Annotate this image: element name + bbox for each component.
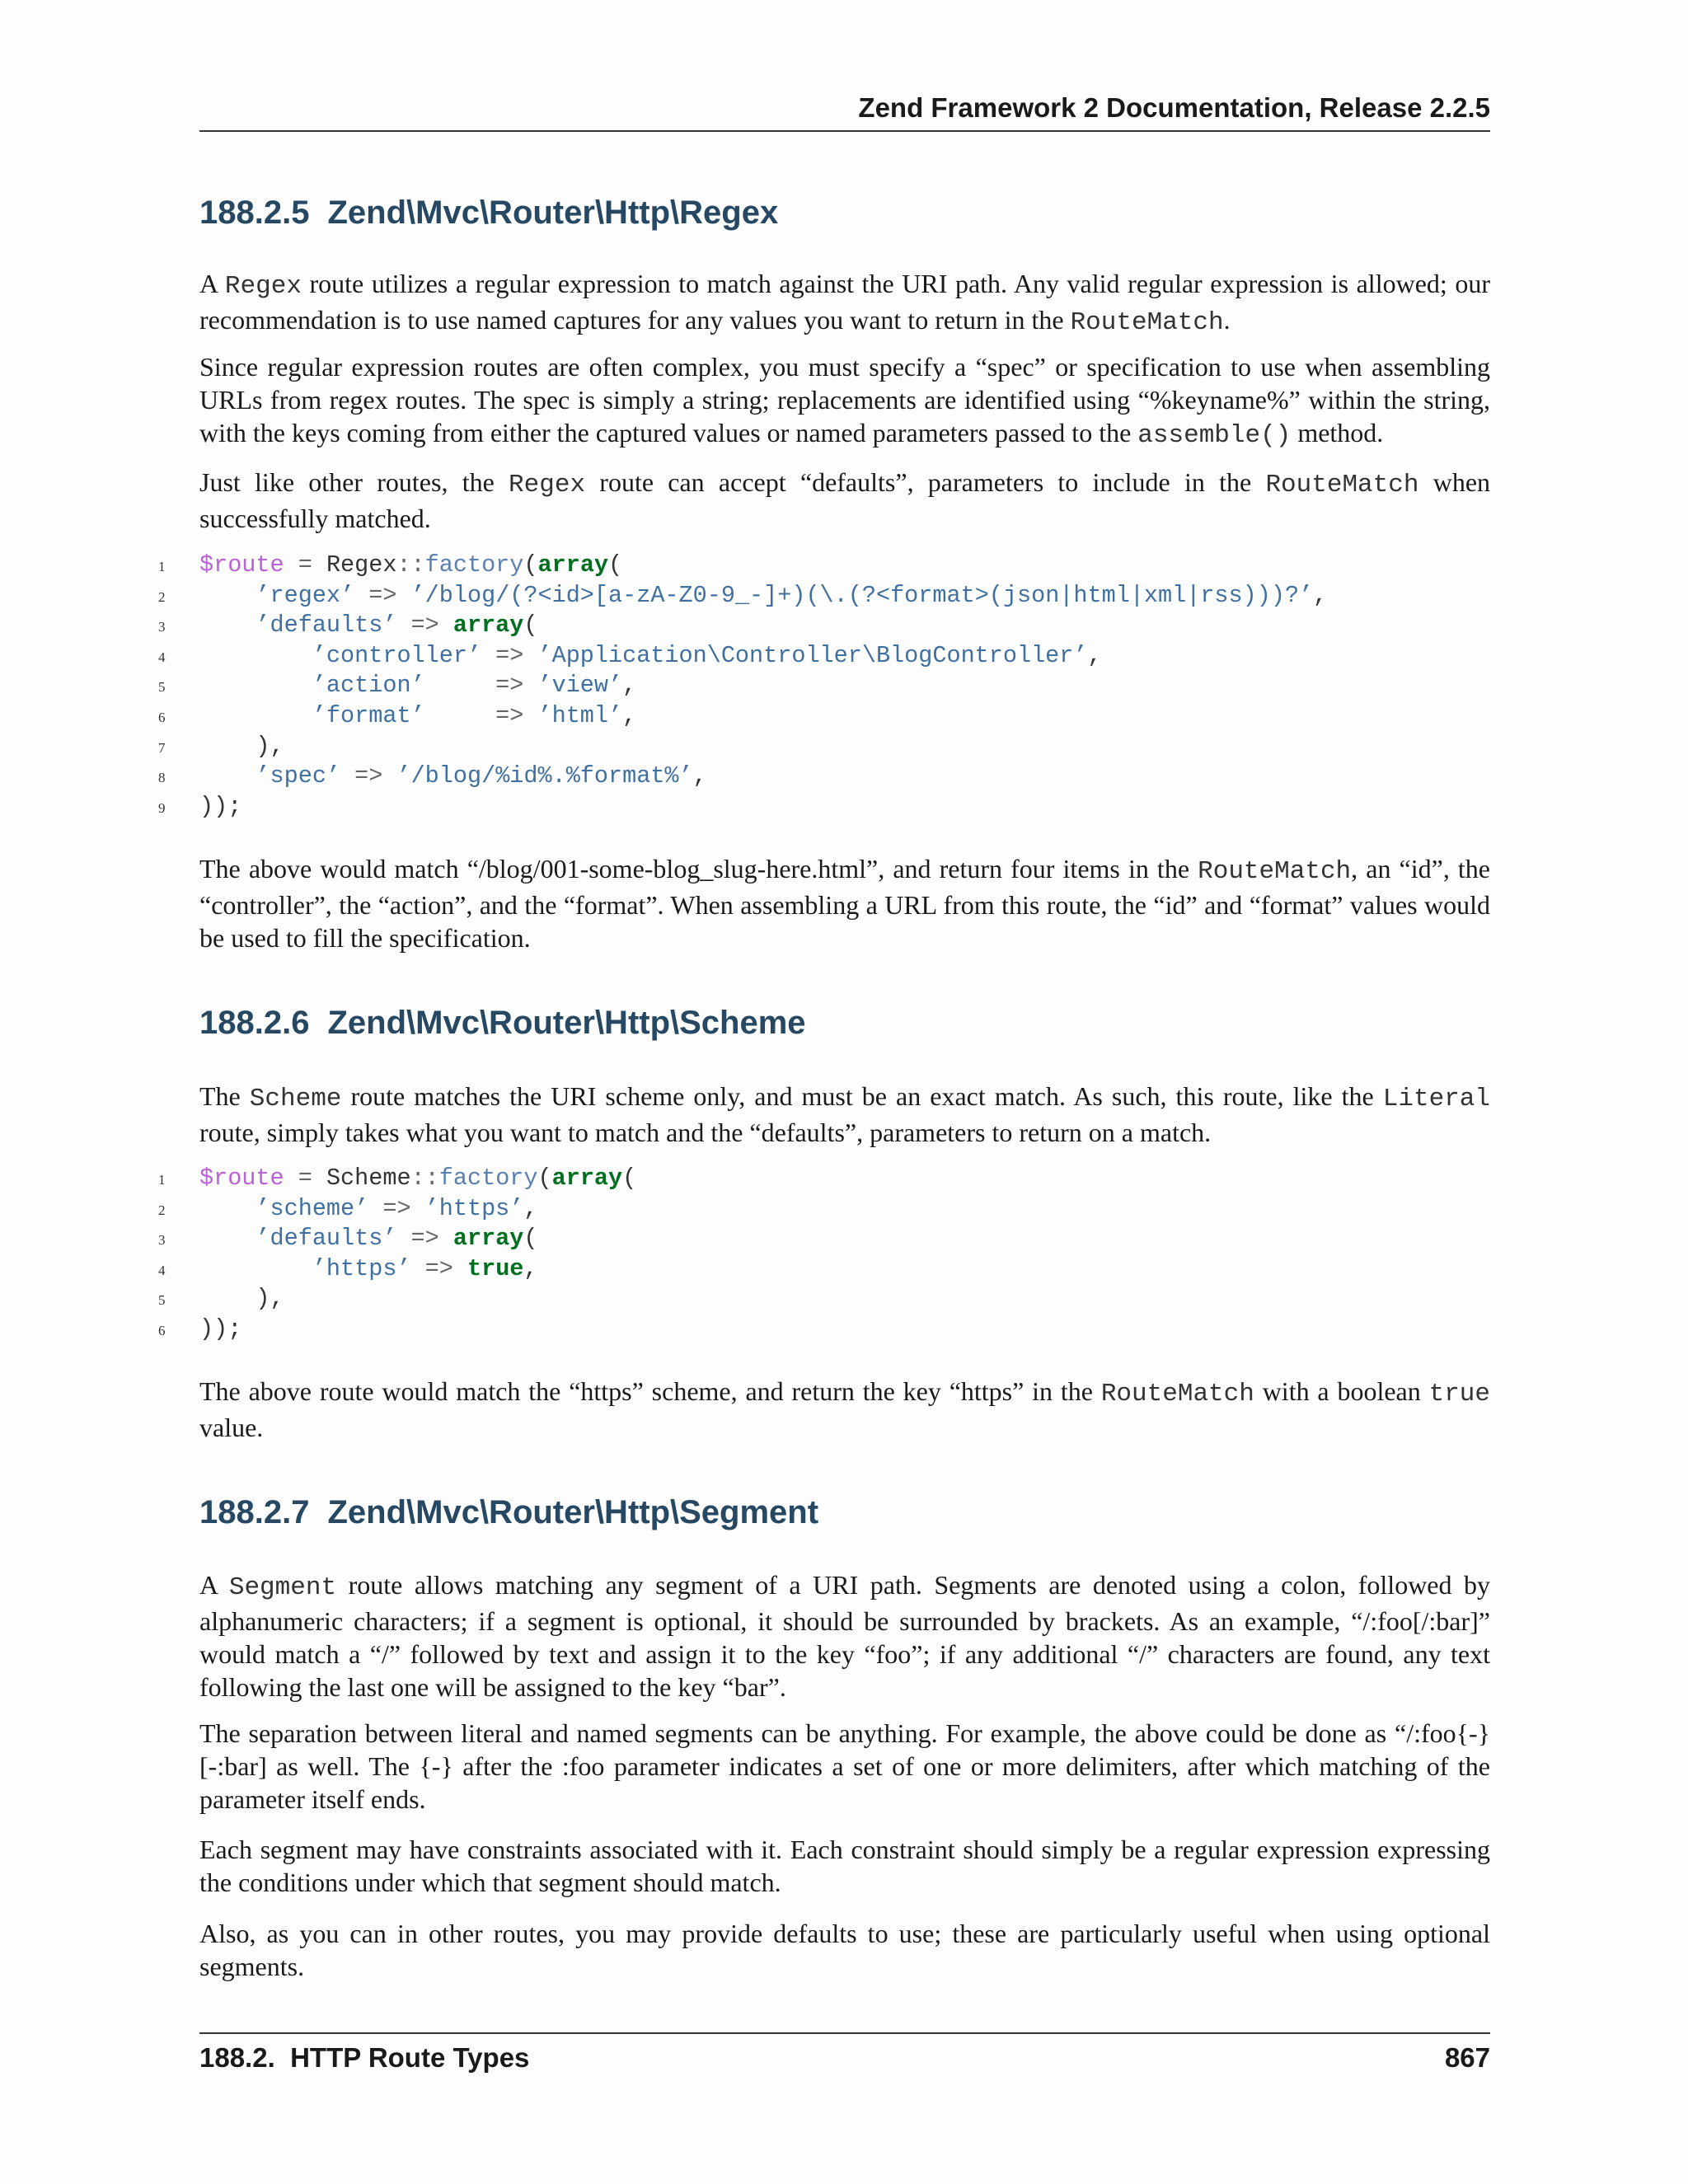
code-token: ’Application\Controller\BlogController’ [537,641,1088,669]
code-token: Scheme [326,1165,411,1192]
section-title: Zend\Mvc\Router\Http\Scheme [327,1005,806,1041]
code-token: ’action’ [312,672,425,700]
code-token: => [481,641,538,669]
code-token: ’regex’ [256,581,355,609]
line-number: 2 [158,588,166,605]
code-token: ’defaults’ [256,612,397,640]
code-token: ’controller’ [312,641,482,669]
code-token: , [622,701,637,729]
code-source [199,701,636,732]
code-token: ’html’ [537,701,623,729]
line-number: 5 [158,1292,166,1309]
code-token: ’https’ [312,1254,411,1282]
section-heading [199,1005,806,1042]
text-run: Each segment may have constraints associated with it. Each constraint should simply be a regular expression expressing the conditions under which that segment should match. [199,1835,1490,1897]
line-number: 6 [158,1322,166,1338]
paragraph [199,1917,1490,1983]
code-token: , [523,1194,538,1222]
code-token: ( [523,612,538,640]
text-run: A [199,1570,229,1600]
code-token: )); [199,1315,242,1343]
code-token [199,582,256,609]
code-source [199,611,538,641]
line-number: 3 [158,619,166,635]
running-footer [199,2042,1490,2074]
line-number: 8 [158,770,166,786]
paragraph [199,852,1490,954]
line-number: 1 [158,559,166,574]
code-source [199,641,1102,672]
text-run: Also, as you can in other routes, you may provide defaults to use; these are particularly useful when using optional segments. [199,1919,1490,1981]
code-source [199,671,636,701]
paragraph [199,1568,1490,1704]
code-token: => [410,1254,467,1282]
line-number: 1 [158,1172,166,1188]
code-source [199,1194,538,1225]
code-token [199,762,256,790]
text-run: The above would match “/blog/001-some-blog_slug-here.html”, and return four items in the [199,854,1198,883]
text-run: The separation between literal and named segments can be anything. For example, the above could be done as “/:foo{-}[-:bar] as well. The {-} after the :foo parameter indicates a set of one or more delimiters, after which matching of the parameter itself ends. [199,1718,1490,1814]
section-title: Zend\Mvc\Router\Http\Regex [327,194,779,231]
code-source [199,732,284,762]
text-run: Just like other routes, the [199,467,509,497]
section-number: 188.2.7 [199,1494,310,1530]
text-run: value. [199,1413,264,1442]
text-run: . [1223,305,1231,335]
code-token: => [340,762,397,790]
code-token: array [452,1225,524,1253]
code-token: ’format’ [312,701,425,729]
code-line [158,762,1490,792]
text-run: route allows matching any segment of a URI path. Segments are denoted using a colon, followed by alphanumeric characters; if a segment is optional, it should be surrounded by brackets. As an example, “/:foo[/:bar]” would match a “/” followed by text and assign it to the key “foo”; if any additional “/” characters are found, any text following the last one will be assigned to the key “bar”. [199,1570,1491,1702]
code-token: $route [199,1165,284,1192]
code-token: array [551,1165,623,1192]
section-heading [199,194,778,232]
code-token: ’defaults’ [256,1225,397,1253]
code-line [158,1284,1490,1315]
code-token: => [396,1225,453,1253]
code-token: => [396,612,453,640]
text-run: A [199,269,225,298]
code-line [158,701,1490,732]
code-source [199,792,241,823]
text-run: route, simply takes what you want to match and the “defaults”, parameters to return on a match. [199,1118,1212,1147]
code-line [158,1224,1490,1254]
code-token: , [622,672,637,700]
header-rule [199,130,1490,132]
code-line [158,1254,1490,1285]
code-token: ’/blog/%id%.%format%’ [396,762,693,790]
code-line [158,551,1490,581]
code-token: ’https’ [424,1194,524,1222]
code-source [199,1164,636,1194]
inline-code: RouteMatch [1100,1380,1254,1408]
page-number: 867 [1444,2042,1490,2073]
paragraph [199,267,1490,340]
code-line [158,732,1490,762]
line-number: 7 [158,739,166,756]
inline-code: Scheme [249,1085,342,1113]
text-run: method. [1291,418,1384,448]
line-number: 9 [158,799,166,816]
code-source [199,762,707,792]
code-token: ( [622,1165,637,1192]
section-heading [199,1494,818,1531]
code-token: :: [396,551,425,579]
paragraph [199,1080,1490,1149]
inline-code: RouteMatch [1198,857,1352,886]
code-token: array [452,612,524,640]
inline-code: true [1428,1380,1491,1408]
code-token [199,702,312,729]
code-token: ( [523,1225,538,1253]
inline-code: RouteMatch [1265,471,1419,499]
paragraph [199,466,1490,535]
inline-code: Regex [509,471,586,499]
code-line [158,581,1490,612]
code-source [199,551,622,581]
inline-code: Segment [228,1573,337,1602]
code-token: = [284,551,326,579]
code-token: Regex [326,551,397,579]
code-token: => [368,1194,425,1222]
code-line [158,611,1490,641]
code-line [158,641,1490,672]
line-number: 5 [158,679,166,696]
code-token: $route [199,551,284,579]
code-token: => [354,581,411,609]
code-token [199,612,256,639]
paragraph [199,1375,1490,1444]
code-token: factory [438,1165,538,1192]
section-number: 188.2.5 [199,194,310,231]
code-line [158,1194,1490,1225]
code-token [199,1225,256,1252]
paragraph [199,350,1490,452]
code-source [199,1284,284,1315]
footer-section: 188.2. HTTP Route Types [199,2042,530,2073]
code-token: ( [523,551,538,579]
code-source [199,1254,538,1285]
line-number: 4 [158,649,166,665]
code-token: , [1087,641,1102,669]
code-token: :: [410,1165,439,1192]
text-run: Since regular expression routes are often complex, you must specify a “spec” or specification to use when assembling URLs from regex routes. The spec is simply a string; replacements are identified using “%keyname%” within the string, with the keys coming from either the captured values or named parameters passed to the [199,352,1490,448]
code-token: , [523,1254,538,1282]
code-token [199,1255,312,1282]
text-run: The above route would match the “https” scheme, and return the key “https” in the [199,1376,1101,1406]
code-token: ’scheme’ [256,1194,369,1222]
code-token: )); [199,792,242,820]
code-block [158,551,1490,822]
text-run: when successfully matched. [199,467,1491,533]
code-token: ), [199,732,284,760]
code-token: => [424,701,538,729]
text-run: route utilizes a regular expression to match against the URI path. Any valid regular expression is allowed; our recommendation is to use named captures for any values you want to return in the [199,269,1491,335]
code-token: ’view’ [537,672,623,700]
code-token: , [1313,581,1328,609]
text-run: The [199,1081,250,1111]
inline-code: Regex [224,272,302,301]
section-title: Zend\Mvc\Router\Http\Segment [327,1494,819,1530]
code-token [199,642,312,669]
code-token: true [467,1254,524,1282]
inline-code: RouteMatch [1070,308,1224,337]
code-line [158,792,1490,823]
line-number: 6 [158,709,166,725]
code-source [199,1224,538,1254]
section-number: 188.2.6 [199,1005,310,1041]
code-token: , [692,762,707,790]
code-token: array [537,551,609,579]
code-line [158,1164,1490,1194]
line-number: 4 [158,1262,166,1278]
text-run: with a boolean [1254,1376,1429,1406]
code-source [199,581,1327,612]
footer-rule [199,2032,1490,2034]
code-token: ( [537,1165,552,1192]
code-line [158,1315,1490,1345]
code-token [199,1195,256,1222]
text-run: , an “id”, the “controller”, the “action”, and the “format”. When assembling a URL from this route, the “id” and “format” values would be used to fill the specification. [199,854,1491,953]
code-block [158,1164,1490,1345]
inline-code: Literal [1382,1085,1491,1113]
paragraph [199,1717,1490,1816]
code-token: factory [424,551,524,579]
line-number: 3 [158,1232,166,1249]
text-run: route can accept “defaults”, parameters to include in the [585,467,1266,497]
code-line [158,671,1490,701]
code-token: ), [199,1285,284,1313]
inline-code: assemble() [1137,421,1292,450]
code-token: ’/blog/(?<id>[a-zA-Z0-9_-]+)(\.(?<format>(json|html|xml|rss)))?’ [410,581,1314,609]
document-page [158,0,1491,2184]
text-run: route matches the URI scheme only, and must be an exact match. As such, this route, like the [341,1081,1383,1111]
code-token [199,672,312,699]
code-source [199,1315,241,1345]
code-token: => [424,672,538,700]
paragraph [199,1833,1490,1899]
code-token: ’spec’ [256,762,341,790]
line-number: 2 [158,1202,166,1218]
running-header: Zend Framework 2 Documentation, Release 2.2.5 [858,92,1490,123]
code-token: = [284,1165,326,1192]
code-token: ( [608,551,623,579]
